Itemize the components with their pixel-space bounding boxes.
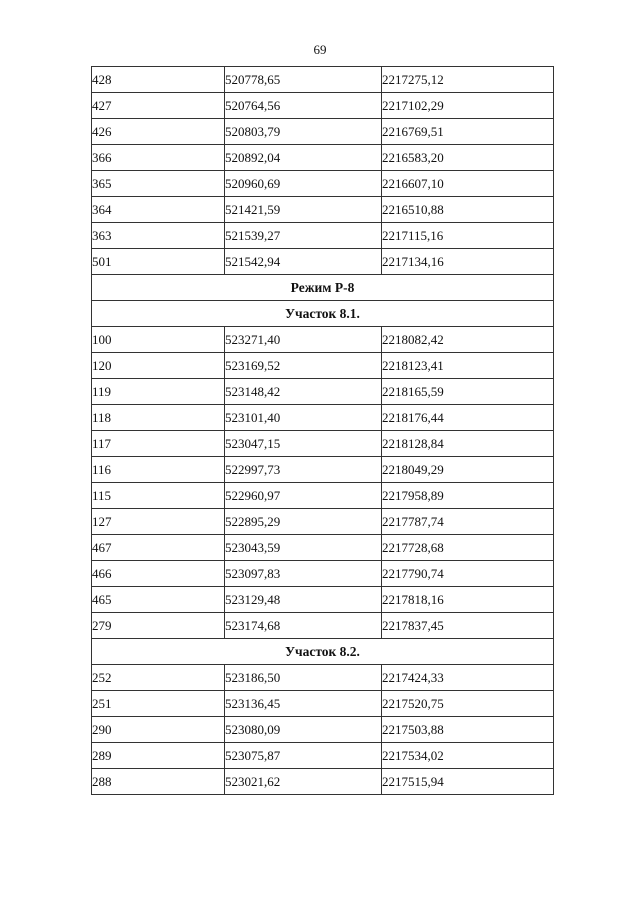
x-coordinate-cell: 520892,04 [225, 145, 382, 171]
table-row [92, 379, 554, 405]
table-row [92, 67, 554, 93]
table-row [92, 327, 554, 353]
y-coordinate-cell: 2217958,89 [382, 483, 554, 509]
table-row [92, 405, 554, 431]
table-row [92, 717, 554, 743]
x-coordinate-cell: 521539,27 [225, 223, 382, 249]
y-coordinate-cell: 2216510,88 [382, 197, 554, 223]
y-coordinate-cell: 2218049,29 [382, 457, 554, 483]
coordinates-table-body [92, 67, 554, 795]
x-coordinate-cell: 520764,56 [225, 93, 382, 119]
table-row [92, 197, 554, 223]
table-row [92, 561, 554, 587]
x-coordinate-cell: 523075,87 [225, 743, 382, 769]
x-coordinate-cell: 523136,45 [225, 691, 382, 717]
x-coordinate-cell: 523101,40 [225, 405, 382, 431]
section-heading-row [92, 275, 554, 301]
y-coordinate-cell: 2217134,16 [382, 249, 554, 275]
point-number-cell: 363 [92, 223, 225, 249]
point-number-cell: 466 [92, 561, 225, 587]
y-coordinate-cell: 2217275,12 [382, 67, 554, 93]
point-number-cell: 119 [92, 379, 225, 405]
y-coordinate-cell: 2216769,51 [382, 119, 554, 145]
x-coordinate-cell: 523021,62 [225, 769, 382, 795]
point-number-cell: 127 [92, 509, 225, 535]
x-coordinate-cell: 522960,97 [225, 483, 382, 509]
x-coordinate-cell: 522997,73 [225, 457, 382, 483]
point-number-cell: 290 [92, 717, 225, 743]
x-coordinate-cell: 523047,15 [225, 431, 382, 457]
table-row [92, 223, 554, 249]
x-coordinate-cell: 523080,09 [225, 717, 382, 743]
point-number-cell: 467 [92, 535, 225, 561]
x-coordinate-cell: 523271,40 [225, 327, 382, 353]
y-coordinate-cell: 2217837,45 [382, 613, 554, 639]
table-row [92, 769, 554, 795]
point-number-cell: 279 [92, 613, 225, 639]
section-heading-row [92, 639, 554, 665]
y-coordinate-cell: 2217534,02 [382, 743, 554, 769]
x-coordinate-cell: 520778,65 [225, 67, 382, 93]
table-row [92, 587, 554, 613]
x-coordinate-cell: 523169,52 [225, 353, 382, 379]
point-number-cell: 116 [92, 457, 225, 483]
y-coordinate-cell: 2217520,75 [382, 691, 554, 717]
coordinates-table [91, 66, 554, 795]
table-row [92, 665, 554, 691]
y-coordinate-cell: 2218176,44 [382, 405, 554, 431]
point-number-cell: 252 [92, 665, 225, 691]
table-row [92, 353, 554, 379]
point-number-cell: 118 [92, 405, 225, 431]
x-coordinate-cell: 520960,69 [225, 171, 382, 197]
point-number-cell: 366 [92, 145, 225, 171]
y-coordinate-cell: 2218082,42 [382, 327, 554, 353]
point-number-cell: 364 [92, 197, 225, 223]
x-coordinate-cell: 521542,94 [225, 249, 382, 275]
table-row [92, 119, 554, 145]
table-row [92, 483, 554, 509]
point-number-cell: 465 [92, 587, 225, 613]
y-coordinate-cell: 2217515,94 [382, 769, 554, 795]
x-coordinate-cell: 523129,48 [225, 587, 382, 613]
point-number-cell: 501 [92, 249, 225, 275]
y-coordinate-cell: 2218165,59 [382, 379, 554, 405]
point-number-cell: 289 [92, 743, 225, 769]
y-coordinate-cell: 2218123,41 [382, 353, 554, 379]
point-number-cell: 428 [92, 67, 225, 93]
table-row [92, 431, 554, 457]
x-coordinate-cell: 523174,68 [225, 613, 382, 639]
table-row [92, 249, 554, 275]
x-coordinate-cell: 523148,42 [225, 379, 382, 405]
point-number-cell: 251 [92, 691, 225, 717]
table-row [92, 93, 554, 119]
point-number-cell: 115 [92, 483, 225, 509]
section-heading: Режим Р-8 [92, 275, 554, 301]
x-coordinate-cell: 522895,29 [225, 509, 382, 535]
y-coordinate-cell: 2217424,33 [382, 665, 554, 691]
point-number-cell: 100 [92, 327, 225, 353]
y-coordinate-cell: 2217787,74 [382, 509, 554, 535]
point-number-cell: 117 [92, 431, 225, 457]
x-coordinate-cell: 523043,59 [225, 535, 382, 561]
point-number-cell: 427 [92, 93, 225, 119]
point-number-cell: 120 [92, 353, 225, 379]
table-row [92, 743, 554, 769]
page-number: 69 [313, 42, 327, 57]
y-coordinate-cell: 2217503,88 [382, 717, 554, 743]
table-row [92, 145, 554, 171]
y-coordinate-cell: 2217818,16 [382, 587, 554, 613]
section-heading-row [92, 301, 554, 327]
x-coordinate-cell: 523097,83 [225, 561, 382, 587]
section-heading: Участок 8.1. [92, 301, 554, 327]
x-coordinate-cell: 523186,50 [225, 665, 382, 691]
table-row [92, 509, 554, 535]
table-row [92, 535, 554, 561]
y-coordinate-cell: 2216583,20 [382, 145, 554, 171]
x-coordinate-cell: 520803,79 [225, 119, 382, 145]
table-row [92, 171, 554, 197]
y-coordinate-cell: 2217115,16 [382, 223, 554, 249]
point-number-cell: 426 [92, 119, 225, 145]
y-coordinate-cell: 2217728,68 [382, 535, 554, 561]
point-number-cell: 288 [92, 769, 225, 795]
table-row [92, 691, 554, 717]
y-coordinate-cell: 2217102,29 [382, 93, 554, 119]
section-heading: Участок 8.2. [92, 639, 554, 665]
y-coordinate-cell: 2216607,10 [382, 171, 554, 197]
table-row [92, 457, 554, 483]
x-coordinate-cell: 521421,59 [225, 197, 382, 223]
point-number-cell: 365 [92, 171, 225, 197]
y-coordinate-cell: 2218128,84 [382, 431, 554, 457]
y-coordinate-cell: 2217790,74 [382, 561, 554, 587]
table-row [92, 613, 554, 639]
